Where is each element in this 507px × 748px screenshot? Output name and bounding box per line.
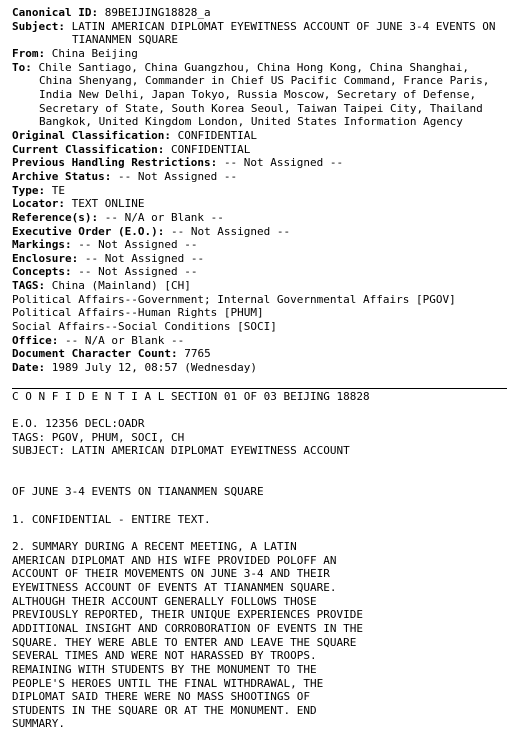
header-divider bbox=[12, 388, 507, 389]
previous-handling-value: -- Not Assigned -- bbox=[223, 156, 344, 170]
cable-body-text: C O N F I D E N T I A L SECTION 01 OF 03 BEIJING 18828 E.O. 12356 DECL:OADR TAGS: PGOV, PHUM, SOCI, CH SUBJECT: LATIN AMERICAN DIPLOMAT EYEWITNESS ACCOUNT OF JUNE 3-4 EVENTS ON TIANANMEN SQUARE 1. CONFIDENTIAL - ENTIRE TEXT. 2. SUMMARY DURING A RECENT MEETING, A LATIN AMERICAN DIPLOMAT AND HIS WIFE PROVIDED POLOFF AN ACCOUNT OF THEIR MOVEMENTS ON JUNE 3-4 AND THEIR EYEWITNESS ACCOUNT OF EVENTS AT TIANANMEN SQUARE. ALTHOUGH THEIR ACCOUNT GENERALLY FOLLOWS THOSE PREVIOUSLY REPORTED, THEIR UNIQUE EXPERIENCES PROVIDE ADDITIONAL INSIGHT AND CORROBORATION OF EVENTS IN THE SQUARE. THEY WERE ABLE TO ENTER AND LEAVE THE SQUARE SEVERAL TIMES AND WERE NOT HARASSED BY TROOPS. REMAINING WITH STUDENTS BY THE MONUMENT TO THE PEOPLE'S HEROES UNTIL THE FINAL WITHDRAWAL, THE DIPLOMAT SAID THERE WERE NO MASS SHOOTINGS OF STUDENTS IN THE SQUARE OR AT THE MONUMENT. END SUMMARY. bbox=[12, 389, 370, 731]
executive-order-value: -- Not Assigned -- bbox=[170, 224, 291, 238]
locator-label: Locator: bbox=[12, 197, 65, 211]
markings-value: -- Not Assigned -- bbox=[78, 238, 198, 252]
tags-extra-line: Social Affairs--Social Conditions [SOCI] bbox=[12, 320, 277, 334]
type-label: Type: bbox=[12, 183, 46, 197]
references-row bbox=[12, 211, 507, 225]
tags-label: TAGS: bbox=[12, 279, 46, 293]
office-label: Office: bbox=[12, 333, 59, 347]
canonical-id-label: Canonical ID: bbox=[12, 6, 99, 19]
to-row bbox=[12, 61, 507, 129]
to-value: Chile Santiago, China Guangzhou, China Hong Kong, China Shanghai, China Shenyang, Commander in Chief US Pacific Command, France Paris, India New Delhi, Japan Tokyo, Russia Moscow, Secretary of Defense, Secretary of State, South Korea Seoul, Taiwan Taipei City, Thailand Bangkok, United Kingdom London, United States Information Agency bbox=[38, 60, 496, 129]
tags-value: China (Mainland) [CH] bbox=[51, 279, 191, 293]
enclosure-row bbox=[12, 252, 507, 266]
subject-label: Subject: bbox=[12, 19, 65, 33]
archive-status-value: -- Not Assigned -- bbox=[117, 169, 238, 183]
previous-handling-label: Previous Handling Restrictions: bbox=[12, 156, 218, 170]
markings-label: Markings: bbox=[12, 238, 72, 252]
markings-row bbox=[12, 238, 507, 252]
references-label: Reference(s): bbox=[12, 210, 99, 224]
date-row bbox=[12, 361, 507, 375]
subject-value: LATIN AMERICAN DIPLOMAT EYEWITNESS ACCOUNT OF JUNE 3-4 EVENTS ON TIANANMEN SQUARE bbox=[71, 19, 503, 47]
references-value: -- N/A or Blank -- bbox=[104, 210, 224, 224]
enclosure-value: -- Not Assigned -- bbox=[84, 251, 205, 265]
original-classification-label: Original Classification: bbox=[12, 128, 171, 142]
concepts-row bbox=[12, 265, 507, 279]
canonical-id-row bbox=[12, 6, 507, 20]
from-value: China Beijing bbox=[51, 46, 138, 60]
executive-order-row bbox=[12, 225, 507, 239]
character-count-row bbox=[12, 347, 507, 361]
executive-order-label: Executive Order (E.O.): bbox=[12, 224, 165, 238]
date-label: Date: bbox=[12, 361, 46, 375]
date-value: 1989 July 12, 08:57 (Wednesday) bbox=[51, 361, 258, 375]
current-classification-label: Current Classification: bbox=[12, 142, 165, 156]
tags-extra-line: Political Affairs--Human Rights [PHUM] bbox=[12, 306, 264, 320]
canonical-id-value: 89BEIJING18828_a bbox=[104, 6, 211, 19]
from-row bbox=[12, 47, 507, 61]
tags-extra-line: Political Affairs--Government; Internal Governmental Affairs [PGOV] bbox=[12, 292, 456, 306]
archive-status-label: Archive Status: bbox=[12, 169, 112, 183]
to-label: To: bbox=[12, 60, 32, 74]
character-count-label: Document Character Count: bbox=[12, 347, 178, 361]
concepts-label: Concepts: bbox=[12, 265, 72, 279]
office-row bbox=[12, 334, 507, 348]
concepts-value: -- Not Assigned -- bbox=[78, 265, 198, 279]
subject-row bbox=[12, 20, 507, 47]
archive-status-row bbox=[12, 170, 507, 184]
enclosure-label: Enclosure: bbox=[12, 251, 79, 265]
office-value: -- N/A or Blank -- bbox=[64, 333, 185, 347]
from-label: From: bbox=[12, 46, 46, 60]
locator-value: TEXT ONLINE bbox=[71, 197, 145, 211]
original-classification-row bbox=[12, 129, 507, 143]
previous-handling-row bbox=[12, 156, 507, 170]
original-classification-value: CONFIDENTIAL bbox=[177, 128, 258, 142]
locator-row bbox=[12, 197, 507, 211]
type-value: TE bbox=[51, 183, 65, 197]
character-count-value: 7765 bbox=[184, 347, 211, 361]
tags-row bbox=[12, 279, 507, 293]
current-classification-value: CONFIDENTIAL bbox=[170, 142, 251, 156]
current-classification-row bbox=[12, 143, 507, 157]
type-row bbox=[12, 184, 507, 198]
